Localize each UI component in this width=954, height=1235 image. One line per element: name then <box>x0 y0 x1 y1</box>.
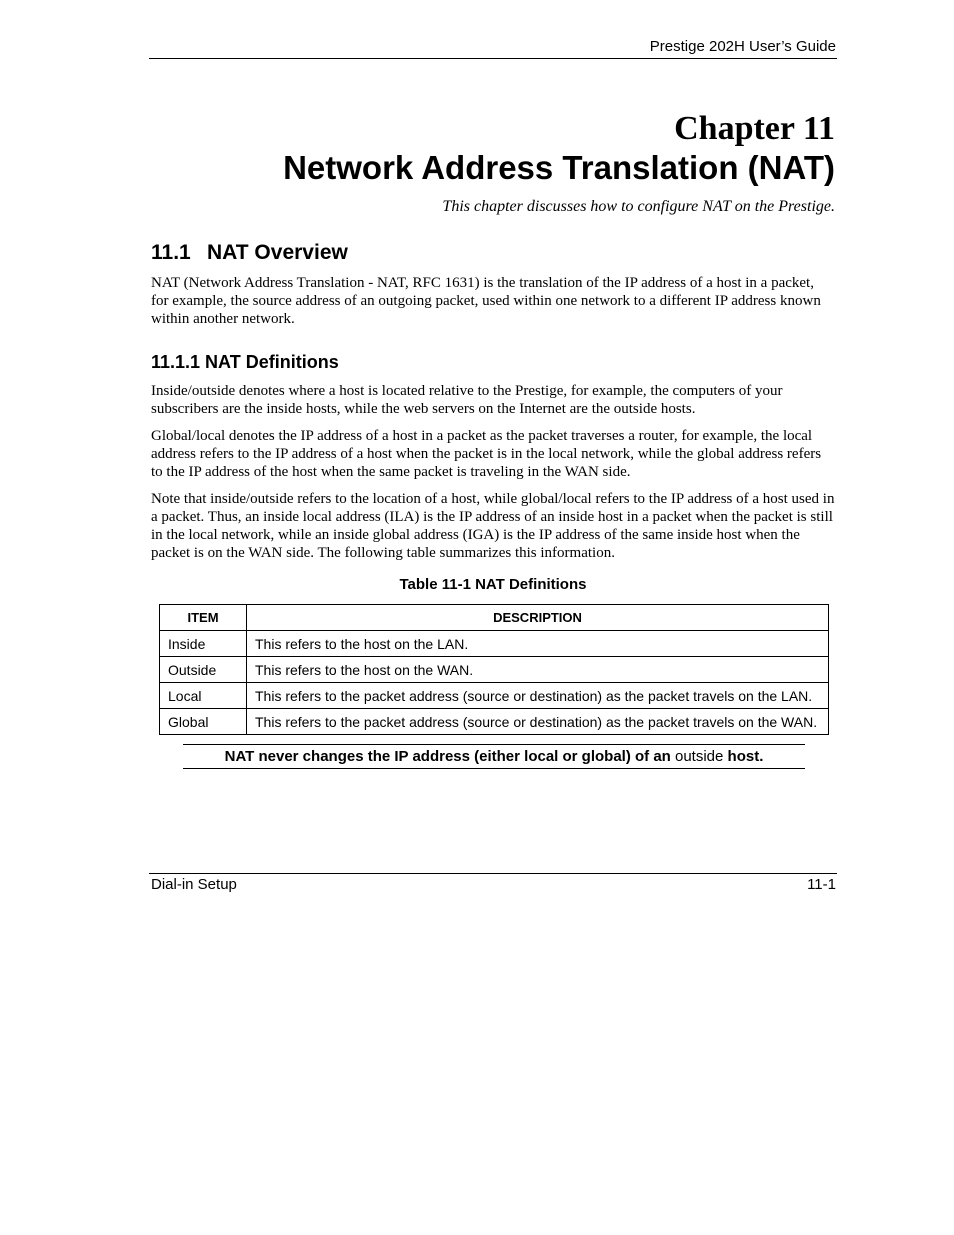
table-cell-description: This refers to the host on the LAN. <box>247 631 829 657</box>
table-row <box>160 657 829 683</box>
nat-note <box>183 744 805 769</box>
table-row <box>160 709 829 735</box>
column-header-item: ITEM <box>160 605 247 631</box>
table-cell-item: Outside <box>160 657 247 683</box>
column-header-description: DESCRIPTION <box>247 605 829 631</box>
footer-section-name: Dial-in Setup <box>151 876 237 893</box>
section-heading-11-1 <box>151 240 348 266</box>
note-text-bold-1: NAT never changes the IP address (either local or global) of an <box>224 748 675 765</box>
page-header <box>149 38 837 59</box>
section-title: NAT Overview <box>207 241 348 264</box>
definitions-paragraph-2: Global/local denotes the IP address of a host in a packet as the packet traverses a router, for example, the local address refers to the IP address of a host when the packet is in the local network, while the global address refers to the IP address of the host when the same packet is traveling in the WAN side. <box>151 428 822 480</box>
overview-paragraph: NAT (Network Address Translation - NAT, RFC 1631) is the translation of the IP address of a host in a packet, for example, the source address of an outgoing packet, used within one network to a different IP address known within another network. <box>151 275 821 327</box>
table-cell-description: This refers to the host on the WAN. <box>247 657 829 683</box>
table-caption: Table 11-1 NAT Definitions <box>399 576 587 593</box>
nat-definitions-table <box>159 604 829 735</box>
note-text-outside: outside <box>675 748 724 765</box>
page-footer <box>149 873 837 896</box>
note-text-bold-2: host. <box>723 748 764 765</box>
table-cell-item: Global <box>160 709 247 735</box>
table-header-row <box>160 605 829 631</box>
table-row <box>160 683 829 709</box>
table-row <box>160 631 829 657</box>
definitions-paragraph-1: Inside/outside denotes where a host is located relative to the Prestige, for example, the computers of your subscribers are the inside hosts, while the web servers on the Internet are the outside hosts. <box>151 383 783 417</box>
chapter-title: Network Address Translation (NAT) <box>283 149 835 186</box>
chapter-title-block <box>149 110 835 217</box>
section-heading-11-1-1: 11.1.1 NAT Definitions <box>151 352 339 372</box>
page-number: 11-1 <box>807 876 836 893</box>
chapter-intro: This chapter discusses how to configure NAT on the Prestige. <box>442 198 835 215</box>
guide-title: Prestige 202H User’s Guide <box>649 38 836 55</box>
table-cell-item: Local <box>160 683 247 709</box>
definitions-paragraph-3: Note that inside/outside refers to the location of a host, while global/local refers to the IP address of a host used in a packet. Thus, an inside local address (ILA) is the IP address of an inside host in a packet when the packet is still in the local network, while an inside global address (IGA) is the IP address of the same inside host when the packet is on the WAN side. The following table summarizes this information. <box>151 491 835 561</box>
table-cell-item: Inside <box>160 631 247 657</box>
section-number: 11.1 <box>151 241 191 264</box>
table-cell-description: This refers to the packet address (source or destination) as the packet travels on the WAN. <box>247 709 829 735</box>
chapter-label: Chapter 11 <box>674 110 835 147</box>
table-cell-description: This refers to the packet address (source or destination) as the packet travels on the LAN. <box>247 683 829 709</box>
